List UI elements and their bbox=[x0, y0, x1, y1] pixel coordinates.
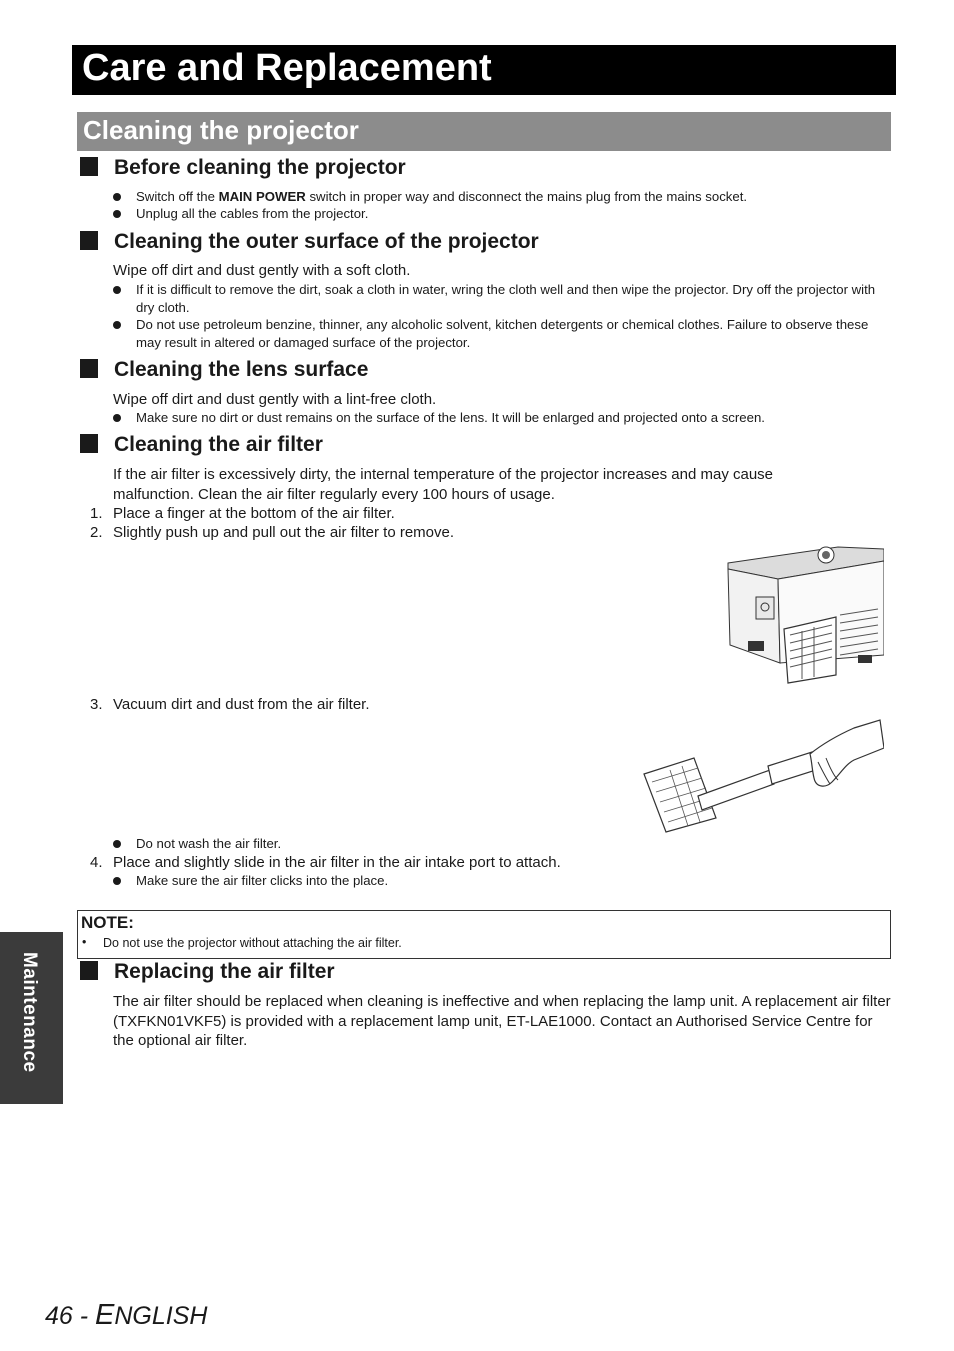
bullet-icon bbox=[113, 840, 121, 848]
list-item: Do not wash the air filter. bbox=[113, 835, 891, 853]
list-item: Make sure no dirt or dust remains on the surface of the lens. It will be enlarged and projected onto a screen. bbox=[113, 409, 891, 427]
list-item: Switch off the MAIN POWER switch in proper way and disconnect the mains plug from the mains socket. bbox=[113, 188, 891, 206]
list-item: 3. Vacuum dirt and dust from the air filter. bbox=[90, 696, 370, 713]
square-bullet-icon bbox=[80, 359, 98, 378]
note-item: • Do not use the projector without attaching the air filter. bbox=[82, 935, 402, 950]
list-item: 1. Place a finger at the bottom of the air filter. bbox=[90, 505, 395, 522]
bullet-icon bbox=[113, 210, 121, 218]
list-item: Do not use petroleum benzine, thinner, any alcoholic solvent, kitchen detergents or chemical clothes. Failure to observe these may result in altered or damaged surface of the projector. bbox=[113, 316, 891, 351]
side-tab-maintenance: Maintenance bbox=[0, 932, 63, 1104]
list-item: 4. Place and slightly slide in the air filter in the air intake port to attach. bbox=[90, 854, 561, 871]
paragraph: Wipe off dirt and dust gently with a soft cloth. bbox=[113, 262, 411, 279]
note-box bbox=[77, 910, 891, 959]
projector-filter-illustration bbox=[718, 545, 884, 687]
list-item: Make sure the air filter clicks into the place. bbox=[113, 872, 891, 890]
paragraph: The air filter should be replaced when cleaning is ineffective and when replacing the lamp unit. A replacement air filter (TXFKN01VKF5) is provided with a replacement lamp unit, ET-LAE1000. Contact an Authorised Service Centre for the optional air filter. bbox=[113, 993, 891, 1049]
section-title: Cleaning the projector bbox=[77, 112, 891, 151]
paragraph: Wipe off dirt and dust gently with a lint-free cloth. bbox=[113, 391, 437, 408]
vacuum-filter-illustration bbox=[640, 718, 884, 836]
page-footer: 46 - ENGLISH bbox=[45, 1299, 208, 1331]
heading-before-cleaning: Before cleaning the projector bbox=[80, 155, 406, 181]
bullet-icon bbox=[113, 414, 121, 422]
bullet-icon bbox=[113, 877, 121, 885]
list-item: Unplug all the cables from the projector. bbox=[113, 205, 891, 223]
square-bullet-icon bbox=[80, 231, 98, 250]
list-item: If it is difficult to remove the dirt, soak a cloth in water, wring the cloth well and then wipe the projector. Dry off the projector with dry cloth. bbox=[113, 281, 891, 316]
heading-outer-surface: Cleaning the outer surface of the projector bbox=[80, 229, 539, 255]
bullet-icon bbox=[113, 321, 121, 329]
square-bullet-icon bbox=[80, 157, 98, 176]
square-bullet-icon bbox=[80, 961, 98, 980]
heading-lens-surface: Cleaning the lens surface bbox=[80, 357, 368, 383]
square-bullet-icon bbox=[80, 434, 98, 453]
page-title: Care and Replacement bbox=[72, 45, 896, 95]
heading-replacing-filter: Replacing the air filter bbox=[80, 959, 335, 985]
bullet-icon bbox=[113, 193, 121, 201]
heading-air-filter: Cleaning the air filter bbox=[80, 432, 323, 458]
list-item: 2. Slightly push up and pull out the air filter to remove. bbox=[90, 524, 455, 541]
bullet-icon bbox=[113, 286, 121, 294]
paragraph: If the air filter is excessively dirty, the internal temperature of the projector increases and may cause malfunction. Clean the air filter regularly every 100 hours of usage. bbox=[113, 466, 774, 503]
note-title: NOTE: bbox=[81, 913, 134, 932]
